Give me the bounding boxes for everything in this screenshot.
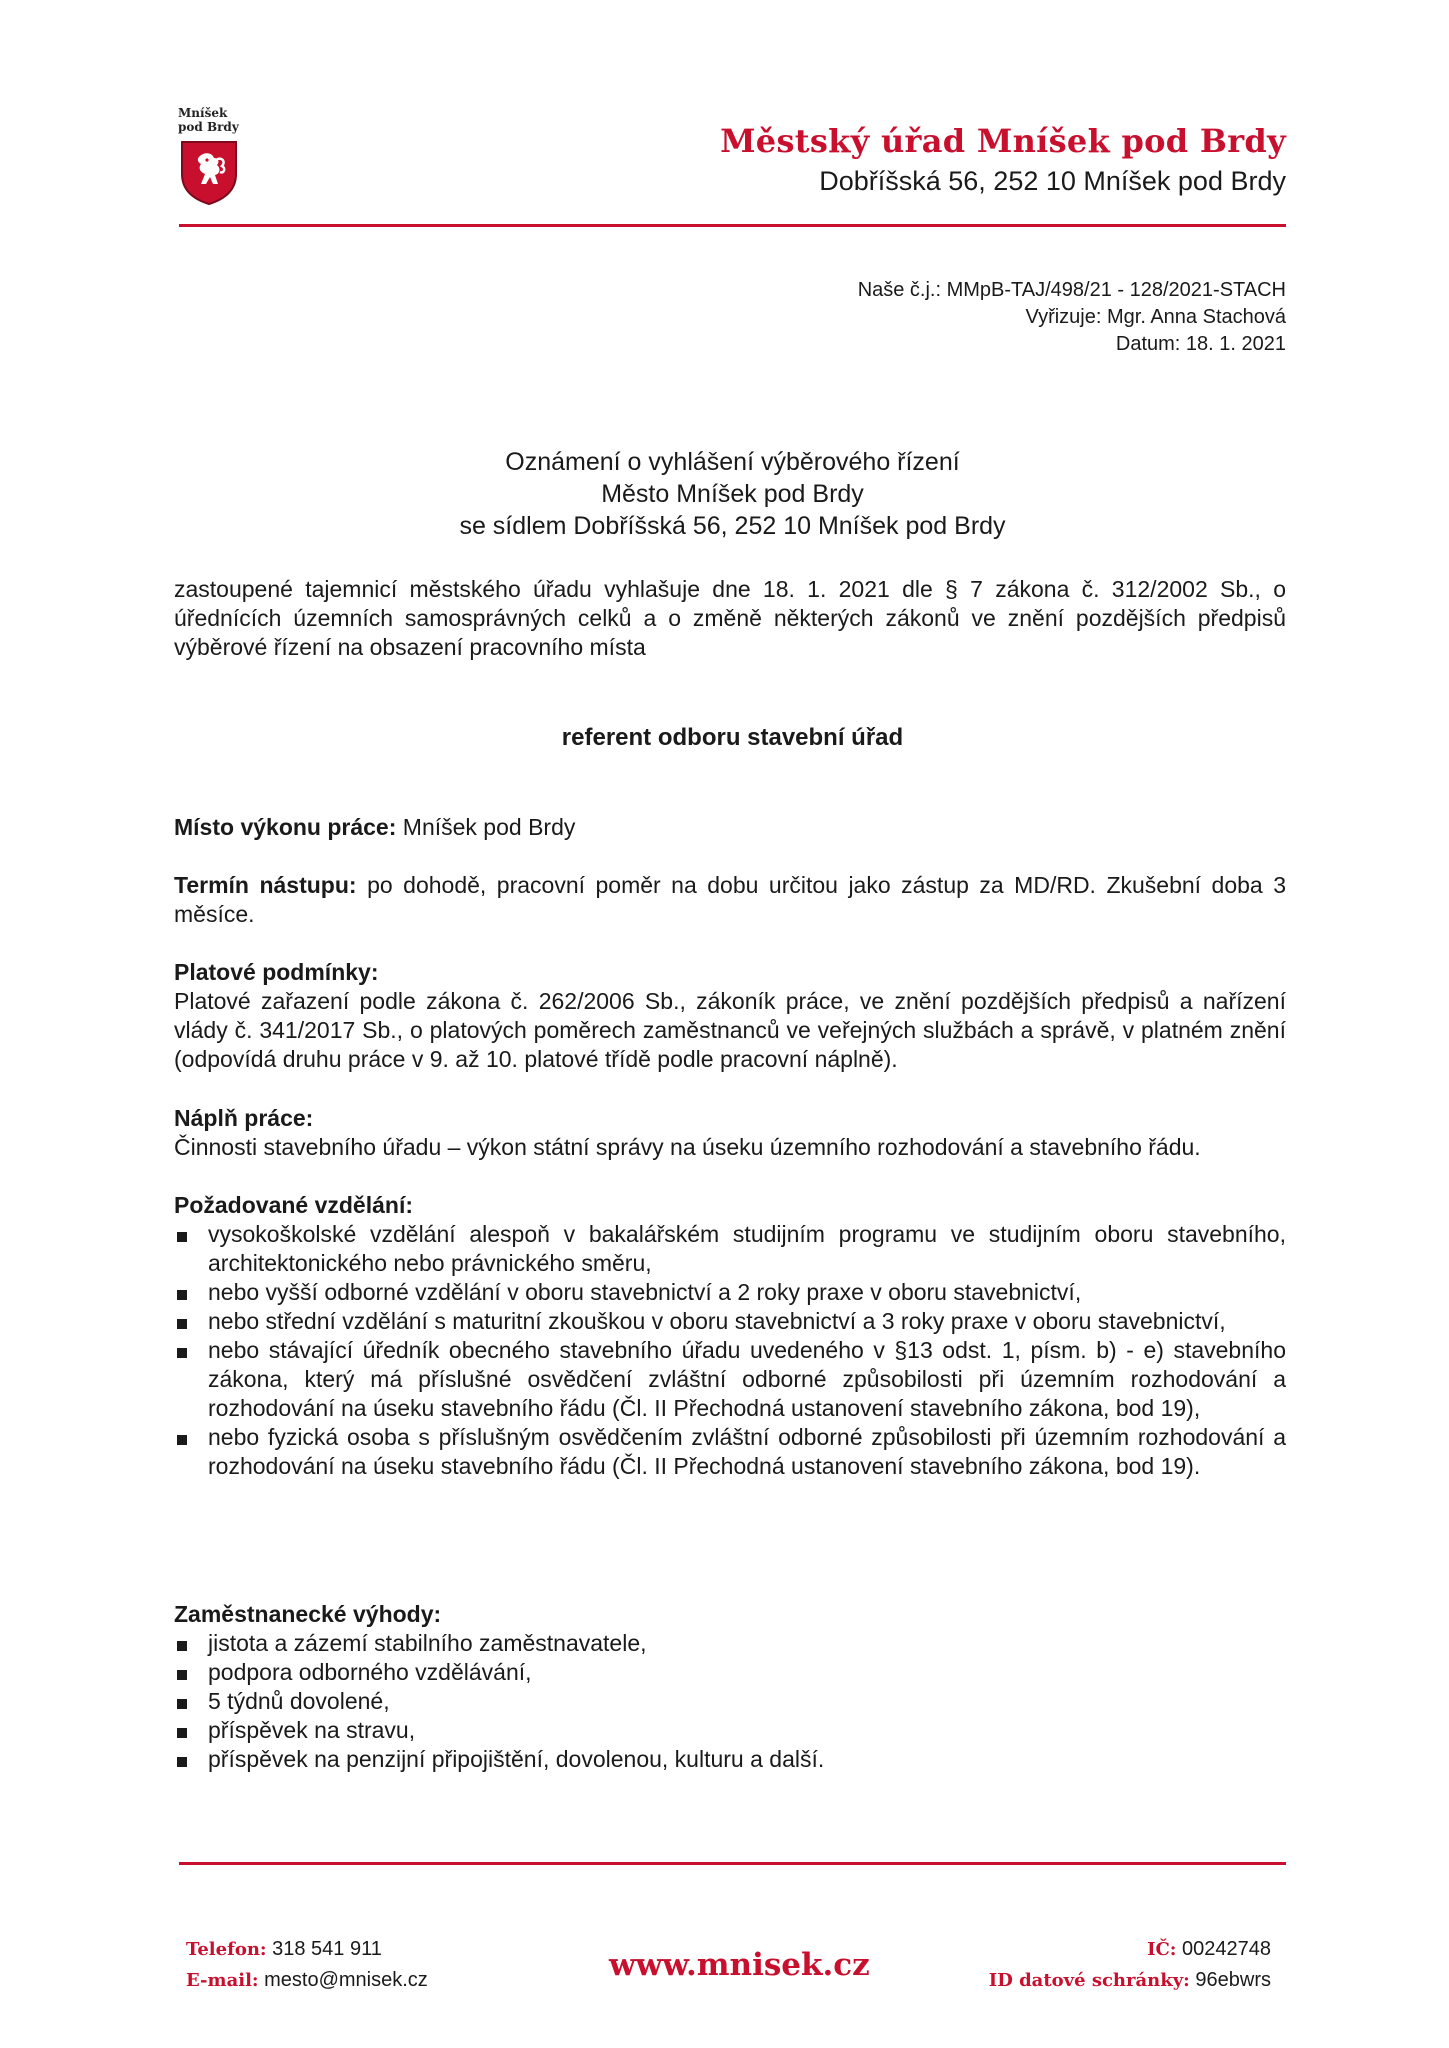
position-title: referent odboru stavební úřad	[561, 724, 904, 751]
coat-of-arms-icon	[180, 140, 238, 206]
education-item: nebo střední vzdělání s maturitní zkouškou v oboru stavebnictví a 3 roky praxe v oboru stavebnictví,	[174, 1307, 1286, 1336]
work-place	[174, 813, 1286, 842]
announcement-intro: zastoupené tajemnicí městského úřadu vyhlašuje dne 18. 1. 2021 dle § 7 zákona č. 312/2002 Sb., o úřednících územních samosprávných celků a o změně některých zákonů ve znění pozdějších předpisů výběrové řízení na obsazení pracovního místa	[174, 576, 1286, 660]
start-date	[174, 871, 1286, 929]
benefit-item: 5 týdnů dovolené,	[174, 1687, 1286, 1716]
email-label: E-mail:	[186, 1970, 259, 1991]
handled-by: Vyřizuje: Mgr. Anna Stachová	[1025, 306, 1286, 328]
start-date-label: Termín nástupu:	[174, 872, 357, 898]
announcement-line3: se sídlem Dobříšská 56, 252 10 Mníšek pod Brdy	[459, 512, 1006, 540]
start-date-value: po dohodě, pracovní poměr na dobu určitou jako zástup za MD/RD. Zkušební doba 3 měsíce.	[174, 872, 1286, 927]
logo-text-line1: Mníšek	[178, 106, 228, 120]
office-address: Dobříšská 56, 252 10 Mníšek pod Brdy	[819, 166, 1286, 196]
benefit-item: jistota a zázemí stabilního zaměstnavatele,	[174, 1629, 1286, 1658]
website-link[interactable]: www.mnisek.cz	[609, 1947, 870, 1983]
benefits-section	[174, 1600, 1286, 1774]
education-item: nebo stávající úředník obecného stavebního úřadu uvedeného v §13 odst. 1, písm. b) - e) stavebního zákona, který má příslušné osvědčení zvláštní odborné způsobilosti při územním rozhodování a rozhodování na úseku stavebního řádu (Čl. II Přechodná ustanovení stavebního zákona, bod 19),	[174, 1336, 1286, 1423]
office-name: Městský úřad Mníšek pod Brdy	[720, 122, 1286, 160]
job-text: Činnosti stavebního úřadu – výkon státní správy na úseku územního rozhodování a stavebního řádu.	[174, 1134, 1201, 1160]
reference-number: Naše č.j.: MMpB-TAJ/498/21 - 128/2021-STACH	[857, 279, 1286, 301]
footer-ids	[989, 1934, 1271, 1996]
benefits-label: Zaměstnanecké výhody:	[174, 1601, 442, 1627]
footer-ic	[989, 1934, 1271, 1965]
phone-value: 318 541 911	[266, 1938, 382, 1960]
benefit-item: příspěvek na penzijní připojištění, dovolenou, kulturu a další.	[174, 1745, 1286, 1774]
benefit-item: podpora odborného vzdělávání,	[174, 1658, 1286, 1687]
footer-contacts	[186, 1934, 428, 1996]
education-section	[174, 1191, 1286, 1481]
ic-label: IČ:	[1147, 1939, 1177, 1960]
phone-label: Telefon:	[186, 1939, 267, 1960]
email-value[interactable]: mesto@mnisek.cz	[258, 1969, 428, 1991]
reference-block	[858, 277, 1286, 358]
education-list	[174, 1220, 1286, 1481]
announcement-heading	[179, 446, 1286, 542]
salary-label: Platové podmínky:	[174, 959, 379, 985]
footer-phone	[186, 1934, 428, 1965]
work-place-label: Místo výkonu práce:	[174, 814, 397, 840]
benefit-item: příspěvek na stravu,	[174, 1716, 1286, 1745]
footer-databox	[989, 1965, 1271, 1996]
education-item: nebo fyzická osoba s příslušným osvědčením zvláštní odborné způsobilosti při územním rozhodování a rozhodování na úseku stavebního řádu (Čl. II Přechodná ustanovení stavebního zákona, bod 19).	[174, 1423, 1286, 1481]
databox-value: 96ebwrs	[1189, 1969, 1271, 1991]
ic-value: 00242748	[1176, 1938, 1271, 1960]
salary-text: Platové zařazení podle zákona č. 262/2006 Sb., zákoník práce, ve znění pozdějších předpisů a nařízení vlády č. 341/2017 Sb., o platových poměrech zaměstnanců ve veřejných službách a správě, v platném znění (odpovídá druhu práce v 9. až 10. platové třídě podle pracovní náplně).	[174, 988, 1286, 1072]
databox-label: ID datové schránky:	[988, 1970, 1190, 1991]
document-date: Datum: 18. 1. 2021	[1115, 333, 1286, 355]
education-item: nebo vyšší odborné vzdělání v oboru stavebnictví a 2 roky praxe v oboru stavebnictví,	[174, 1278, 1286, 1307]
benefits-list	[174, 1629, 1286, 1774]
town-logo	[178, 106, 248, 206]
work-place-value: Mníšek pod Brdy	[396, 814, 576, 840]
header-divider	[179, 224, 1286, 227]
job-section	[174, 1104, 1286, 1162]
education-label: Požadované vzdělání:	[174, 1192, 414, 1218]
footer-divider	[179, 1862, 1286, 1865]
job-label: Náplň práce:	[174, 1105, 314, 1131]
salary-section	[174, 958, 1286, 1074]
education-item: vysokoškolské vzdělání alespoň v bakalářském studijním programu ve studijním oboru stavebního, architektonického nebo právnického směru,	[174, 1220, 1286, 1278]
announcement-line1: Oznámení o vyhlášení výběrového řízení	[505, 448, 960, 476]
footer-email	[186, 1965, 428, 1996]
announcement-line2: Město Mníšek pod Brdy	[601, 480, 864, 508]
logo-text-line2: pod Brdy	[178, 120, 239, 134]
